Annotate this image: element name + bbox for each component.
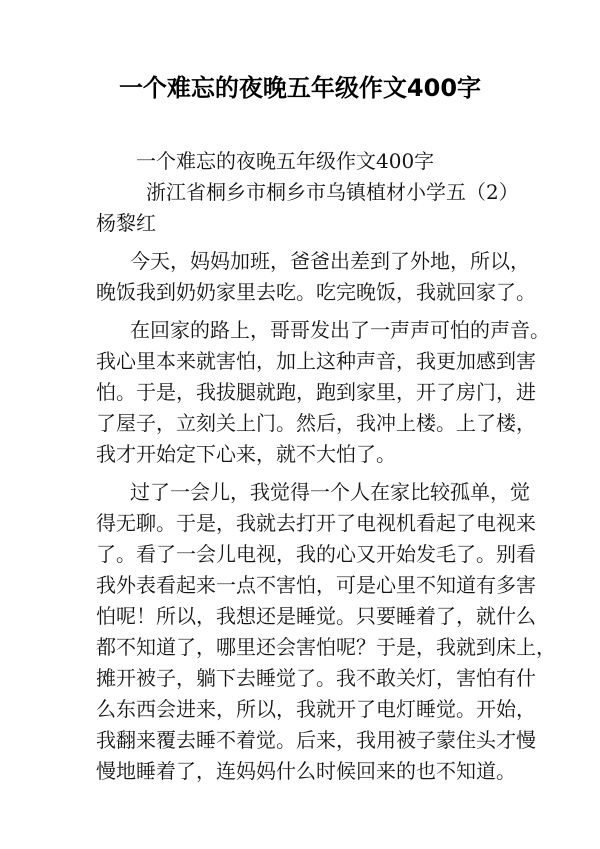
spacer (96, 239, 512, 246)
document-body (96, 146, 556, 787)
paragraph-3-line-1: 过了一会儿，我觉得一个人在家比较孤单，觉 (130, 480, 530, 504)
paragraph-3-line-4: 我外表看起来一点不害怕，可是心里不知道有多害 (96, 573, 536, 597)
paragraph-3-line-5: 怕呢！所以，我想还是睡觉。只要睡着了，就什么 (96, 604, 536, 628)
paragraph-3-line-8: 么东西会进来，所以，我就开了电灯睡觉。开始， (96, 697, 536, 721)
paragraph-3-line-10: 慢地睡着了，连妈妈什么时候回来的也不知道。 (96, 759, 516, 783)
paragraph-1-line-2: 晚饭我到奶奶家里去吃。吃完晚饭，我就回家了。 (96, 280, 536, 304)
paragraph-3-line-3: 了。看了一会儿电视，我的心又开始发毛了。别看 (96, 542, 536, 566)
heading-repeat-line: 一个难忘的夜晚五年级作文400字 (136, 149, 435, 173)
paragraph-2-line-3: 怕。于是，我拔腿就跑，跑到家里，开了房门，进 (96, 380, 536, 404)
paragraph-2-line-2: 我心里本来就害怕，加上这种声音，我更加感到害 (96, 349, 536, 373)
paragraph-3-line-9: 我翻来覆去睡不着觉。后来，我用被子蒙住头才慢 (96, 728, 536, 752)
author-line: 杨黎红 (96, 211, 156, 235)
paragraph-2-line-5: 我才开始定下心来，就不大怕了。 (96, 442, 396, 466)
paragraph-2-line-4: 了屋子，立刻关上门。然后，我冲上楼。上了楼， (96, 411, 536, 435)
spacer (96, 470, 512, 477)
paragraph-2-line-1: 在回家的路上，哥哥发出了一声声可怕的声音。 (130, 318, 550, 342)
paragraph-3-line-7: 摊开被子，躺下去睡觉了。我不敢关灯，害怕有什 (96, 666, 536, 690)
school-line: 浙江省桐乡市桐乡市乌镇植材小学五（2） (146, 180, 519, 204)
paragraph-3-line-6: 都不知道了，哪里还会害怕呢？于是，我就到床上， (96, 635, 556, 659)
spacer (96, 308, 512, 315)
paragraph-3-line-2: 得无聊。于是，我就去打开了电视机看起了电视来 (96, 511, 536, 535)
document-title: 一个难忘的夜晚五年级作文400字 (118, 74, 482, 102)
paragraph-1-line-1: 今天，妈妈加班，爸爸出差到了外地，所以， (130, 249, 530, 273)
